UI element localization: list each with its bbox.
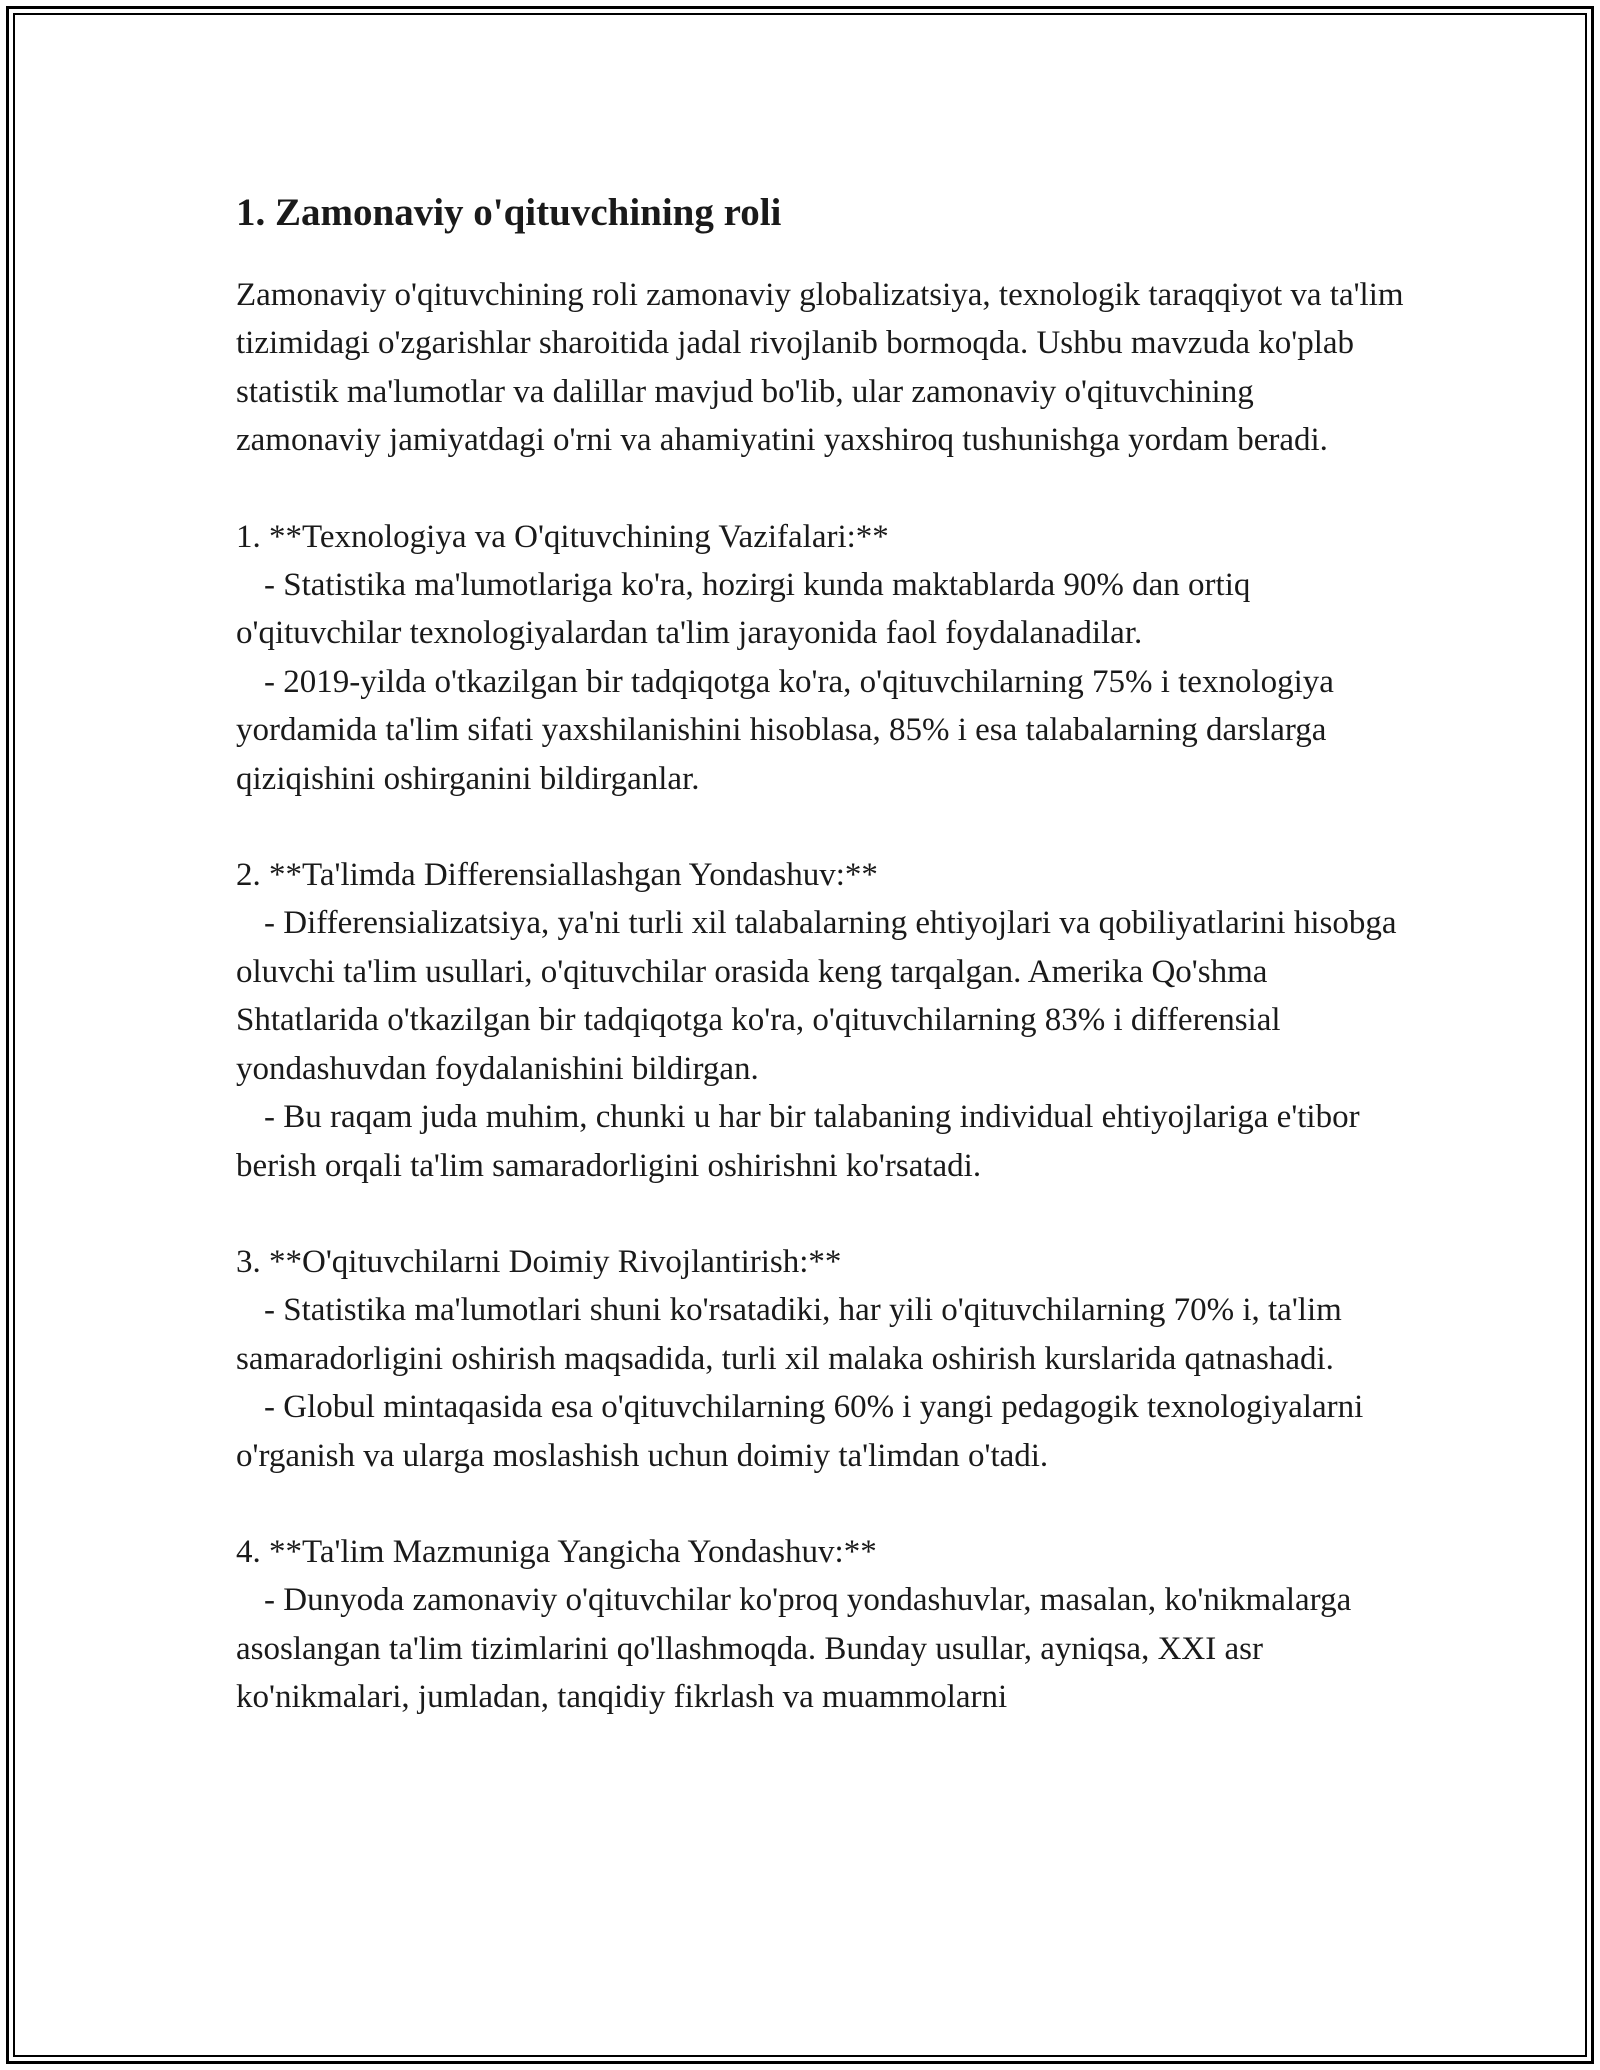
bullet-item: - Bu raqam juda muhim, chunki u har bir talabaning individual ehtiyojlariga e'tibor berish orqali ta'lim samaradorligini oshirishni ko'rsatadi. (236, 1099, 1360, 1184)
intro-paragraph: Zamonaviy o'qituvchining roli zamonaviy globalizatsiya, texnologik taraqqiyot va ta'lim tizimidagi o'zgarishlar sharoitida jadal rivojlanib bormoqda. Ushbu mavzuda ko'plab statistik ma'lumotlar va dalillar mavjud bo'lib, ular zamonaviy o'qituvchining zamonaviy jamiyatdagi o'rni va ahamiyatini yaxshiroq tushunishga yordam beradi. (236, 277, 1404, 459)
bullet-item: - 2019-yilda o'tkazilgan bir tadqiqotga ko'ra, o'qituvchilarning 75% i texnologiya yordamida ta'lim sifati yaxshilanishini hisoblasa, 85% i esa talabalarning darslarga qiziqishini oshirganini bildirganlar. (236, 663, 1334, 797)
section-heading: 4. **Ta'lim Mazmuniga Yangicha Yondashuv:** (236, 1533, 877, 1570)
section-heading: 3. **O'qituvchilarni Doimiy Rivojlantirish:** (236, 1243, 842, 1280)
bullet-item: - Statistika ma'lumotlari shuni ko'rsatadiki, har yili o'qituvchilarning 70% i, ta'lim samaradorligini oshirish maqsadida, turli xil malaka oshirish kurslarida qatnashadi. (236, 1292, 1342, 1377)
document-title: 1. Zamonaviy o'qituvchining roli (236, 191, 782, 234)
bullet-item: - Differensializatsiya, ya'ni turli xil talabalarning ehtiyojlari va qobiliyatlarini hisobga oluvchi ta'lim usullari, o'qituvchilar orasida keng tarqalgan. Amerika Qo'shma Shtatlarida o'tkazilgan bir tadqiqotga ko'ra, o'qituvchilarning 83% i differensial yondashuvdan foydalanishini bildirgan. (236, 905, 1397, 1087)
section-heading: 2. **Ta'limda Differensiallashgan Yondashuv:** (236, 857, 878, 894)
document-body (236, 183, 1406, 1770)
section-technology (236, 513, 1406, 803)
bullet-item: - Statistika ma'lumotlariga ko'ra, hozirgi kunda maktablarda 90% dan ortiq o'qituvchilar texnologiyalardan ta'lim jarayonida faol foydalanadilar. (236, 567, 1251, 652)
bullet-item: - Globul mintaqasida esa o'qituvchilarning 60% i yangi pedagogik texnologiyalarni o'rganish va ularga moslashish uchun doimiy ta'limdan o'tadi. (236, 1389, 1364, 1474)
bullet-item: - Dunyoda zamonaviy o'qituvchilar ko'proq yondashuvlar, masalan, ko'nikmalarga asoslangan ta'lim tizimlarini qo'llashmoqda. Bunday usullar, ayniqsa, XXI asr ko'nikmalari, jumladan, tanqidiy fikrlash va muammolarni (236, 1582, 1352, 1716)
section-differentiated-approach (236, 851, 1406, 1190)
section-new-content-approach (236, 1528, 1406, 1722)
section-continuous-development (236, 1238, 1406, 1480)
section-heading: 1. **Texnologiya va O'qituvchining Vazifalari:** (236, 518, 889, 555)
